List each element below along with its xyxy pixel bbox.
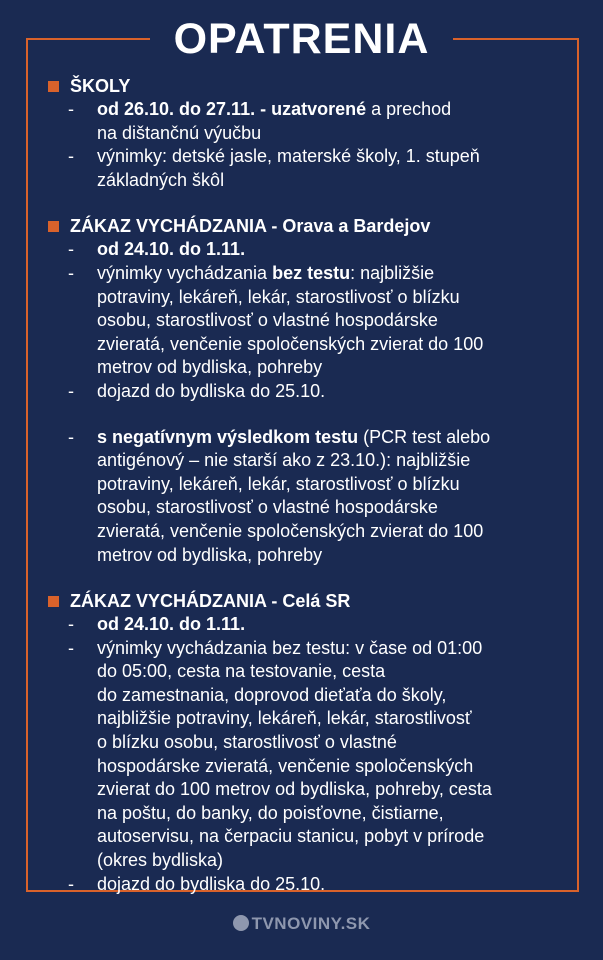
list-item-text [97,238,573,262]
list-item-text [97,98,573,145]
text-line [97,637,573,661]
text-segment: do zamestnania, doprovod dieťaťa do školy, [97,684,447,705]
section-heading [48,214,573,238]
dash-bullet: - [68,99,74,119]
text-line [97,426,573,450]
text-segment: o blízku osobu, starostlivosť o vlastné [97,732,397,753]
text-segment: autoservisu, na čerpaciu stanicu, pobyt v prírode [97,826,485,847]
list-item-text [97,873,573,897]
text-segment: metrov od bydliska, pohreby [97,544,323,565]
text-segment: výnimky: detské jasle, materské školy, 1. stupeň [97,146,480,167]
list-item [48,238,573,262]
dash-bullet: - [68,380,74,401]
list-item [48,145,573,192]
text-segment: základných škôl [97,169,225,190]
text-segment: na dištančnú výučbu [97,122,262,143]
text-line [97,496,573,520]
text-line [97,356,573,380]
bullet-square-icon [48,596,59,607]
measures-list [48,74,573,918]
list-item-text [97,380,573,404]
text-segment: osobu, starostlivosť o vlastné hospodárske [97,310,438,331]
text-segment: (PCR test alebo [358,426,491,447]
dash-bullet: - [68,637,74,658]
text-segment: osobu, starostlivosť o vlastné hospodárske [97,497,438,518]
text-line [97,873,573,897]
text-segment: na poštu, do banky, do poisťovne, čistiarne, [97,802,444,823]
tvnoviny-logo-icon [233,915,249,931]
text-line [97,544,573,568]
list-item-text [97,426,573,568]
text-segment: antigénový – nie starší ako z 23.10.): najbližšie [97,450,471,471]
text-line [97,825,573,849]
footer-logo [0,914,603,934]
list-item-text [97,613,573,637]
text-line [97,380,573,404]
text-line [97,449,573,473]
dash-bullet: - [68,239,74,260]
bullet-square-icon [48,221,59,232]
text-segment: zvierat do 100 metrov od bydliska, pohreby, cesta [97,779,492,800]
section-heading-text: ZÁKAZ VYCHÁDZANIA - Orava a Bardejov [70,216,431,237]
text-segment: potraviny, lekáreň, lekár, starostlivosť o blízku [97,473,460,494]
dash-bullet: - [68,262,74,283]
section [48,589,573,896]
section-heading-text: ŠKOLY [70,76,131,96]
text-line [97,707,573,731]
text-line [97,660,573,684]
section-heading [48,589,573,613]
text-segment: najbližšie potraviny, lekáreň, lekár, starostlivosť [97,708,472,729]
section-heading-text: ZÁKAZ VYCHÁDZANIA - Celá SR [70,591,351,612]
list-item [48,98,573,145]
bold-text: od 24.10. do 1.11. [97,239,246,260]
section [48,214,573,567]
text-segment: metrov od bydliska, pohreby [97,357,323,378]
text-line [97,684,573,708]
text-segment: : najbližšie [350,262,435,283]
dash-bullet: - [68,873,74,894]
text-line [97,802,573,826]
text-line [97,286,573,310]
section [48,74,573,192]
bold-text: od 26.10. do 27.11. - uzatvorené [97,99,367,119]
page-title: OPATRENIA [173,15,430,63]
text-segment: a prechod [366,99,452,119]
text-line [97,473,573,497]
text-segment: dojazd do bydliska do 25.10. [97,380,326,401]
text-line [97,755,573,779]
text-line [97,849,573,873]
footer-brand: TVNOVINY.SK [251,914,371,933]
bold-text: od 24.10. do 1.11. [97,614,246,635]
text-line [97,122,573,146]
list-item-text [97,637,573,873]
bullet-square-icon [48,81,59,92]
text-line [97,145,573,169]
list-item-text [97,262,573,380]
section-heading [48,74,573,98]
text-line [97,238,573,262]
spacer [48,404,573,426]
dash-bullet: - [68,426,74,447]
text-segment: potraviny, lekáreň, lekár, starostlivosť o blízku [97,286,460,307]
text-line [97,731,573,755]
text-segment: do 05:00, cesta na testovanie, cesta [97,661,386,682]
text-line [97,520,573,544]
text-line [97,169,573,193]
text-segment: výnimky vychádzania bez testu: v čase od 01:00 [97,637,483,658]
bold-text: bez testu [272,262,351,283]
text-line [97,333,573,357]
list-item [48,613,573,637]
text-segment: hospodárske zvieratá, venčenie spoločenských [97,755,474,776]
list-item-text [97,145,573,192]
bold-text: s negatívnym výsledkom testu [97,426,359,447]
text-segment: zvieratá, venčenie spoločenských zvierat do 100 [97,333,484,354]
text-line [97,309,573,333]
text-line [97,613,573,637]
text-segment: výnimky vychádzania [97,262,273,283]
list-item [48,873,573,897]
list-item [48,380,573,404]
text-line [97,262,573,286]
list-item [48,262,573,380]
dash-bullet: - [68,146,74,167]
text-segment: dojazd do bydliska do 25.10. [97,873,326,894]
text-line [97,98,573,122]
list-item [48,426,573,568]
list-item [48,637,573,873]
text-segment: (okres bydliska) [97,850,224,871]
dash-bullet: - [68,614,74,635]
text-segment: zvieratá, venčenie spoločenských zvierat do 100 [97,520,484,541]
text-line [97,778,573,802]
